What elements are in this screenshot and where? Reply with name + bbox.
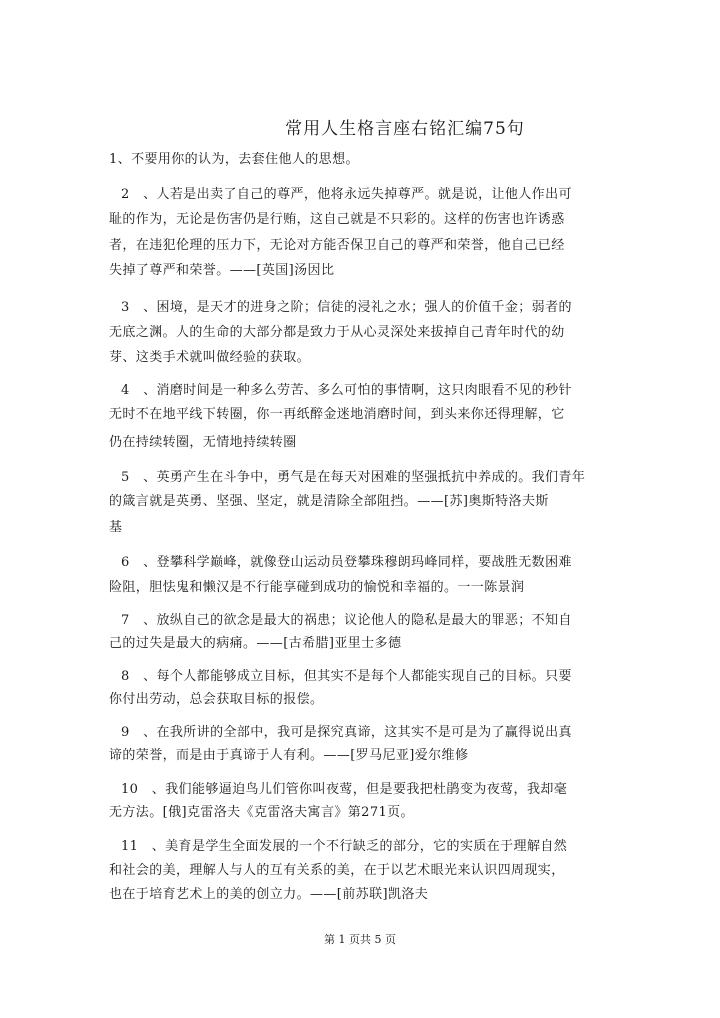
text-line: 和社会的美，理解人与人的互有关系的美，在于以艺术眼光来认识四周现实，	[109, 863, 565, 878]
text-line: 芽、这类手术就叫做经验的获取。	[109, 350, 311, 365]
text-line: 2 、人若是出卖了自己的尊严，他将永远失掉尊严。就是说，让他人作出可	[121, 187, 572, 202]
text-line: 4 、消磨时间是一种多么劳苦、多么可怕的事情啊，这只肉眼看不见的秒针	[121, 383, 572, 398]
text-line: 者，在违犯伦理的压力下，无论对方能否保卫自己的尊严和荣誉，他自己已经	[109, 238, 565, 253]
text-line: 谛的荣誉，而是由于真谛于人有利。——[罗马尼亚]爱尔维修	[109, 748, 469, 763]
text-line: 你付出劳动，总会获取目标的报偿。	[109, 692, 324, 707]
text-line: 无时不在地平线下转圈，你一再纸醉金迷地消磨时间，到头来你还得理解，它	[109, 407, 565, 422]
text-line: 3 、困境，是天才的进身之阶；信徒的浸礼之水；强人的价值千金；弱者的	[121, 300, 572, 315]
text-line: 的箴言就是英勇、坚强、坚定，就是清除全部阻挡。——[苏]奥斯特洛夫斯	[109, 494, 549, 509]
page-title: 常用人生格言座右铭汇编75句	[285, 119, 525, 139]
text-line: 己的过失是最大的病痛。——[古希腊]亚里士多德	[109, 636, 402, 651]
page-footer: 第 1 页共 5 页	[324, 933, 396, 946]
text-line: 无方法。[俄]克雷洛夫《克雷洛夫寓言》第271页。	[109, 805, 414, 820]
text-line: 无底之渊。人的生命的大部分都是致力于从心灵深处来拔掉自己青年时代的幼	[109, 325, 565, 340]
text-line: 11 、美育是学生全面发展的一个不行缺乏的部分，它的实质在于理解自然	[121, 839, 568, 854]
text-line: 9 、在我所讲的全部中，我可是探究真谛，这其实不是可是为了赢得说出真	[121, 725, 572, 740]
text-line: 7 、放纵自己的欲念是最大的祸患；议论他人的隐私是最大的罪恶；不知自	[121, 613, 572, 628]
text-line: 也在于培育艺术上的美的创立力。——[前苏联]凯洛夫	[109, 887, 429, 902]
text-line: 基	[109, 520, 123, 535]
text-line: 8 、每个人都能够成立目标，但其实不是每个人都能实现自己的目标。只要	[121, 669, 572, 684]
text-line: 6 、登攀科学巅峰，就像登山运动员登攀珠穆朗玛峰同样，要战胜无数困难	[121, 555, 572, 570]
text-line: 失掉了尊严和荣誉。——[英国]汤因比	[109, 263, 335, 278]
text-line: 10 、我们能够逼迫鸟儿们管你叫夜莺，但是要我把杜鹃变为夜莺，我却毫	[121, 782, 568, 797]
text-line: 耻的作为，无论是伤害仍是行贿，这自己就是不只彩的。这样的伤害也许诱惑	[109, 212, 565, 227]
text-line: 1、不要用你的认为，去套住他人的思想。	[109, 152, 359, 167]
text-line: 仍在持续转圈，无情地持续转圈	[109, 435, 297, 450]
text-line: 险阻，胆怯鬼和懒汉是不行能享碰到成功的愉悦和幸福的。一一陈景润	[109, 580, 525, 595]
text-line: 5 、英勇产生在斗争中，勇气是在每天对困难的坚强抵抗中养成的。我们青年	[121, 470, 586, 485]
